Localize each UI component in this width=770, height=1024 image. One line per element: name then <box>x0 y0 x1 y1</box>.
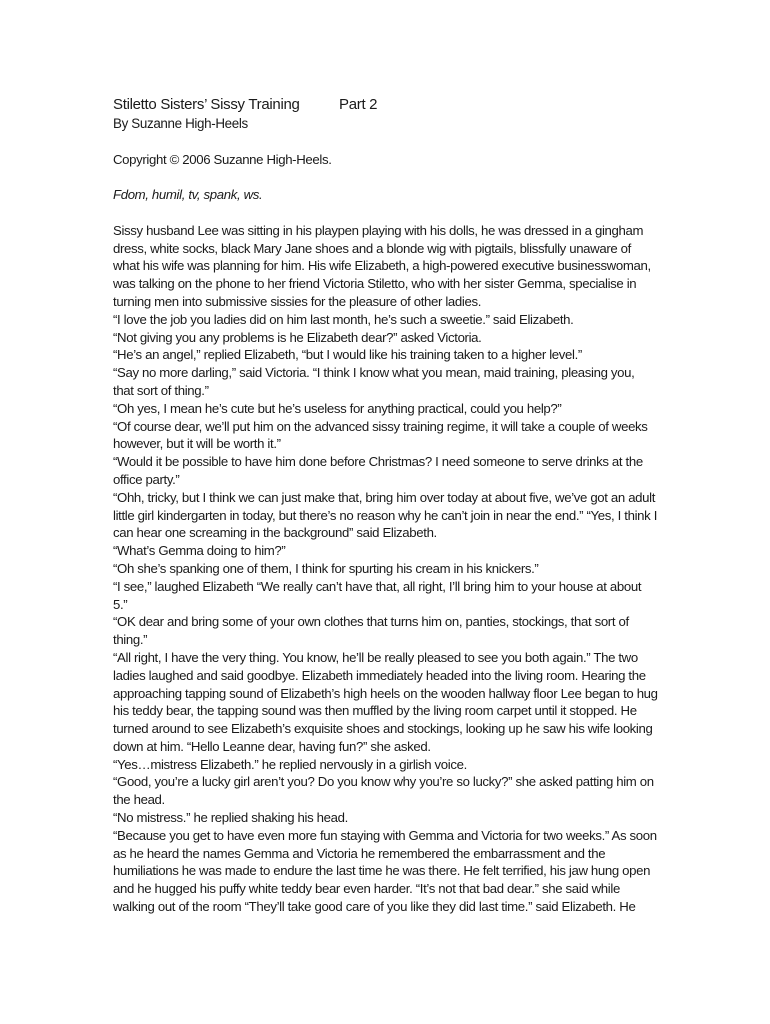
paragraph: “No mistress.” he replied shaking his head. <box>113 810 348 826</box>
story-part: Part 2 <box>339 96 378 113</box>
paragraph: “He’s an angel,” replied Elizabeth, “but I would like his training taken to a higher level.” <box>113 347 582 363</box>
paragraph: “OK dear and bring some of your own clothes that turns him on, panties, stockings, that sort of thing.” <box>113 614 629 648</box>
paragraph: “Because you get to have even more fun staying with Gemma and Victoria for two weeks.” As soon as he heard the names Gemma and Victoria he remembered the embarrassment and the humiliations he was made to endure the last time he was there. He felt terrified, his jaw hung open and he hugged his puffy white teddy bear even harder. “It’s not that bad dear.” she said while walking out of the room “They’ll take good care of you like they did last time.” said Elizabeth. He <box>113 827 657 915</box>
copyright-line: Copyright © 2006 Suzanne High-Heels. <box>113 151 332 167</box>
story-title: Stiletto Sisters’ Sissy Training <box>113 96 300 113</box>
document-body <box>113 95 658 916</box>
paragraph: “All right, I have the very thing. You know, he’ll be really pleased to see you both again.” The two ladies laughed and said goodbye. Elizabeth immediately headed into the living room. Hearing the approaching tapping sound of Elizabeth’s high heels on the wooden hallway floor Lee began to hug his teddy bear, the tapping sound was then muffled by the living room carpet until it stopped. He turned around to see Elizabeth’s exquisite shoes and stockings, looking up he saw his wife looking down at him. “Hello Leanne dear, having fun?” she asked. <box>113 649 658 754</box>
paragraph: “Ohh, tricky, but I think we can just make that, bring him over today at about five, we’ve got an adult little girl kindergarten in today, but there’s no reason why he can’t join in near the end.” “Yes, I think I can hear one screaming in the background” said Elizabeth. <box>113 489 658 541</box>
content-tags: Fdom, humil, tv, spank, ws. <box>113 187 263 203</box>
paragraph: “Say no more darling,” said Victoria. “I think I know what you mean, maid training, pleasing you, that sort of thing.” <box>113 365 635 398</box>
paragraph: “What’s Gemma doing to him?” <box>113 543 286 559</box>
paragraph: “Oh yes, I mean he’s cute but he’s useless for anything practical, could you help?” <box>113 400 562 416</box>
paragraph: “Yes…mistress Elizabeth.” he replied nervously in a girlish voice. <box>113 756 467 772</box>
paragraph: “I see,” laughed Elizabeth “We really can’t have that, all right, I’ll bring him to your house at about 5.” <box>113 578 642 612</box>
paragraph: “Of course dear, we’ll put him on the advanced sissy training regime, it will take a couple of weeks however, but it will be worth it.” <box>113 418 648 452</box>
title-row <box>113 95 658 114</box>
byline: By Suzanne High-Heels <box>113 116 248 131</box>
paragraph: “Oh she’s spanking one of them, I think for spurting his cream in his knickers.” <box>113 560 539 576</box>
paragraph: “Good, you’re a lucky girl aren’t you? Do you know why you’re so lucky?” she asked patting him on the head. <box>113 774 654 808</box>
paragraph: “Not giving you any problems is he Elizabeth dear?” asked Victoria. <box>113 329 482 345</box>
story-text <box>113 222 658 916</box>
paragraph: “Would it be possible to have him done before Christmas? I need someone to serve drinks at the office party.” <box>113 454 643 487</box>
paragraph: “I love the job you ladies did on him last month, he’s such a sweetie.” said Elizabeth. <box>113 311 574 327</box>
paragraph: Sissy husband Lee was sitting in his playpen playing with his dolls, he was dressed in a gingham dress, white socks, black Mary Jane shoes and a blonde wig with pigtails, blissfully unaware of what his wife was planning for him. His wife Elizabeth, a high-powered executive businesswoman, was talking on the phone to her friend Victoria Stiletto, who with her sister Gemma, specialise in turning men into submissive sissies for the pleasure of other ladies. <box>113 222 651 309</box>
